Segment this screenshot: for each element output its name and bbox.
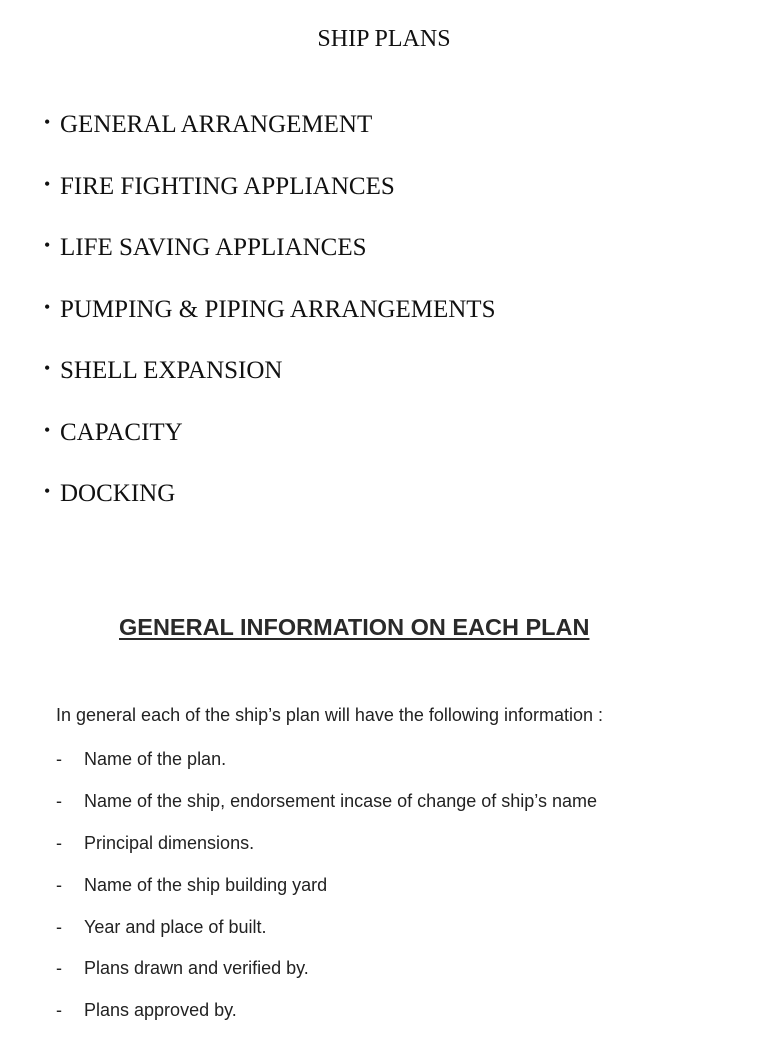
list-item xyxy=(56,954,597,996)
list-item-text: Plans drawn and verified by. xyxy=(84,958,309,979)
list-item xyxy=(44,104,495,166)
dash-icon: - xyxy=(56,749,62,769)
list-item-text: Name of the ship building yard xyxy=(84,874,328,895)
bullet-icon: • xyxy=(44,296,51,317)
dash-icon: - xyxy=(56,790,62,811)
list-item xyxy=(56,871,597,913)
list-item xyxy=(56,745,597,787)
list-item xyxy=(44,350,495,412)
dash-icon: - xyxy=(56,832,62,853)
list-item xyxy=(44,473,495,535)
bullet-icon: • xyxy=(44,112,51,132)
plan-information-list xyxy=(56,745,597,1038)
list-item xyxy=(44,166,495,228)
list-item-text: Name of the ship, endorsement incase of change of ship’s name xyxy=(84,790,597,811)
list-item xyxy=(56,913,597,955)
dash-icon: - xyxy=(56,916,62,937)
intro-paragraph: In general each of the ship’s plan will have the following information : xyxy=(56,705,603,725)
dash-icon: - xyxy=(56,1000,62,1021)
list-item-label: GENERAL ARRANGEMENT xyxy=(60,111,373,138)
list-item xyxy=(44,412,495,474)
list-item-text: Plans approved by. xyxy=(84,1000,237,1021)
list-item-text: Year and place of built. xyxy=(84,916,267,937)
ship-plans-list xyxy=(44,104,495,535)
bullet-icon: • xyxy=(44,173,51,194)
section-heading: GENERAL INFORMATION ON EACH PLAN xyxy=(119,614,590,640)
bullet-icon: • xyxy=(44,481,51,501)
page-title: SHIP PLANS xyxy=(317,26,451,52)
list-item xyxy=(44,227,495,289)
bullet-icon: • xyxy=(44,358,51,378)
list-item-label: SHELL EXPANSION xyxy=(60,357,283,384)
list-item xyxy=(56,787,597,829)
list-item-label: PUMPING & PIPING ARRANGEMENTS xyxy=(60,295,496,323)
dash-icon: - xyxy=(56,958,62,979)
list-item xyxy=(56,996,597,1038)
list-item-label: FIRE FIGHTING APPLIANCES xyxy=(60,172,395,200)
list-item-label: DOCKING xyxy=(60,480,176,507)
list-item-text: Principal dimensions. xyxy=(84,832,255,853)
list-item-text: Name of the plan. xyxy=(84,749,227,769)
list-item xyxy=(56,829,597,871)
list-item-label: CAPACITY xyxy=(60,418,183,446)
dash-icon: - xyxy=(56,874,62,895)
list-item-label: LIFE SAVING APPLIANCES xyxy=(60,234,367,261)
bullet-icon: • xyxy=(44,235,51,255)
list-item xyxy=(44,289,495,351)
bullet-icon: • xyxy=(44,419,51,440)
